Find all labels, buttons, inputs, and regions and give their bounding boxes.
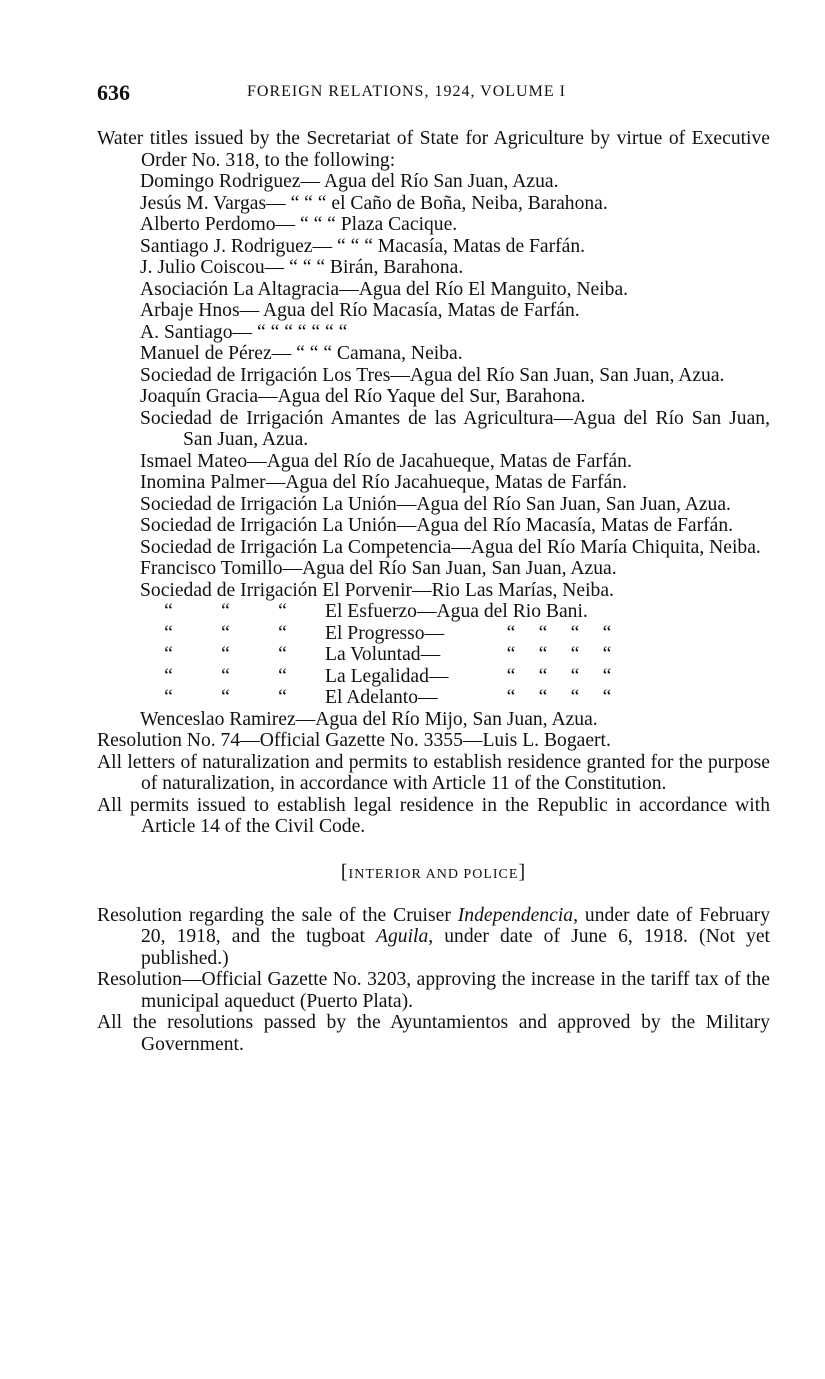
ditto-label: El Esfuerzo—Agua del Rio Bani. xyxy=(325,601,588,622)
list-item: All the resolutions passed by the Ayuntamientos and approved by the Military Government. xyxy=(97,1012,770,1055)
list-item: Resolution No. 74—Official Gazette No. 3355—Luis L. Bogaert. xyxy=(97,730,611,751)
ditto-entry xyxy=(140,687,770,709)
list-item: Resolution regarding the sale of the Cruiser Independencia, under date of February 20, 1918, and the tugboat Aguila, under date of June 6, 1918. (Not yet published.) xyxy=(97,904,770,969)
ditto-mark: “ xyxy=(164,622,173,644)
ditto-mark: “ xyxy=(221,622,230,644)
title-entry: Manuel de Pérez— “ “ “ Camana, Neiba. xyxy=(140,343,463,364)
ditto-mark: “ xyxy=(164,601,173,622)
title-entry: Sociedad de Irrigación La Competencia—Agua del Río María Chiquita, Neiba. xyxy=(140,536,761,558)
ditto-mark: “ xyxy=(506,687,516,708)
ditto-mark: “ xyxy=(570,665,580,687)
ditto-label: La Legalidad— xyxy=(325,665,449,687)
ditto-mark: “ xyxy=(221,687,230,708)
page-number: 636 xyxy=(97,80,130,105)
title-entry: Sociedad de Irrigación Amantes de las Agricultura—Agua del Río San Juan, San Juan, Azua. xyxy=(140,407,770,450)
title-entry: Sociedad de Irrigación El Porvenir—Rio Las Marías, Neiba. xyxy=(140,579,614,601)
ditto-entry xyxy=(140,666,770,688)
ditto-mark: “ xyxy=(221,644,230,665)
intro-paragraph: Water titles issued by the Secretariat of State for Agriculture by virtue of Executive Order No. 318, to the following: xyxy=(97,128,770,171)
ditto-mark: “ xyxy=(221,665,230,687)
title-entry: Jesús M. Vargas— “ “ “ el Caño de Boña, Neiba, Barahona. xyxy=(140,192,608,214)
title-entry: Domingo Rodriguez— Agua del Río San Juan, Azua. xyxy=(140,171,559,192)
ditto-entry xyxy=(140,623,770,645)
title-entry: Sociedad de Irrigación La Unión—Agua del Río San Juan, San Juan, Azua. xyxy=(140,493,731,515)
title-entry: Santiago J. Rodriguez— “ “ “ Macasía, Matas de Farfán. xyxy=(140,235,586,257)
section-heading: [INTERIOR AND POLICE] xyxy=(340,860,527,883)
ditto-label: La Voluntad— xyxy=(325,644,441,665)
section-heading-text: INTERIOR AND POLICE xyxy=(348,866,519,882)
ditto-entry xyxy=(140,601,770,623)
list-item: All letters of naturalization and permits to establish residence granted for the purpose of naturalization, in accordance with Article 11 of the Constitution. xyxy=(97,751,770,794)
title-entry: Inomina Palmer—Agua del Río Jacahueque, Matas de Farfán. xyxy=(140,472,627,493)
ditto-mark: “ xyxy=(164,644,173,665)
ditto-mark: “ xyxy=(602,687,612,708)
list-item: Resolution—Official Gazette No. 3203, approving the increase in the tariff tax of the municipal aqueduct (Puerto Plata). xyxy=(97,969,770,1012)
page-header xyxy=(97,80,770,110)
title-entry: Ismael Mateo—Agua del Río de Jacahueque, Matas de Farfán. xyxy=(140,450,632,472)
title-entry: Sociedad de Irrigación Los Tres—Agua del Río San Juan, San Juan, Azua. xyxy=(140,364,725,386)
title-entry: Asociación La Altagracia—Agua del Río El Manguito, Neiba. xyxy=(140,278,629,300)
ditto-mark: “ xyxy=(538,665,548,687)
title-entry: Alberto Perdomo— “ “ “ Plaza Cacique. xyxy=(140,214,458,235)
title-entry: Joaquín Gracia—Agua del Río Yaque del Sur, Barahona. xyxy=(140,386,586,407)
ditto-entry xyxy=(140,644,770,666)
title-entry: Francisco Tomillo—Agua del Río San Juan, San Juan, Azua. xyxy=(140,558,617,579)
ditto-mark: “ xyxy=(538,622,548,644)
list-item: All permits issued to establish legal residence in the Republic in accordance with Article 14 of the Civil Code. xyxy=(97,794,770,837)
running-title: FOREIGN RELATIONS, 1924, VOLUME I xyxy=(247,83,566,100)
ditto-mark: “ xyxy=(164,665,173,687)
ditto-mark: “ xyxy=(506,644,516,665)
ditto-mark: “ xyxy=(506,622,516,644)
page-body xyxy=(97,128,770,1055)
ditto-label: El Adelanto— xyxy=(325,687,438,708)
title-entry: Arbaje Hnos— Agua del Río Macasía, Matas de Farfán. xyxy=(140,300,580,321)
ditto-mark: “ xyxy=(278,644,287,665)
ditto-mark: “ xyxy=(221,601,230,622)
ditto-mark: “ xyxy=(278,601,287,622)
ship-name: Aguila xyxy=(376,926,429,947)
ditto-mark: “ xyxy=(602,644,612,665)
ship-name: Independencia xyxy=(457,904,574,926)
title-entry: A. Santiago— “ “ “ “ “ “ “ xyxy=(140,321,348,343)
ditto-mark: “ xyxy=(538,687,548,708)
ditto-mark: “ xyxy=(278,687,287,708)
ditto-mark: “ xyxy=(570,622,580,644)
ditto-mark: “ xyxy=(506,665,516,687)
ditto-mark: “ xyxy=(278,622,287,644)
ditto-mark: “ xyxy=(538,644,548,665)
ditto-mark: “ xyxy=(570,687,580,708)
ditto-mark: “ xyxy=(164,687,173,708)
ditto-mark: “ xyxy=(278,665,287,687)
title-entry: Sociedad de Irrigación La Unión—Agua del Río Macasía, Matas de Farfán. xyxy=(140,515,734,536)
title-entry: Wenceslao Ramirez—Agua del Río Mijo, San Juan, Azua. xyxy=(140,708,598,730)
ditto-mark: “ xyxy=(570,644,580,665)
title-entry: J. Julio Coiscou— “ “ “ Birán, Barahona. xyxy=(140,257,464,278)
ditto-label: El Progresso— xyxy=(325,622,445,644)
ditto-mark: “ xyxy=(602,665,612,687)
ditto-mark: “ xyxy=(602,622,612,644)
